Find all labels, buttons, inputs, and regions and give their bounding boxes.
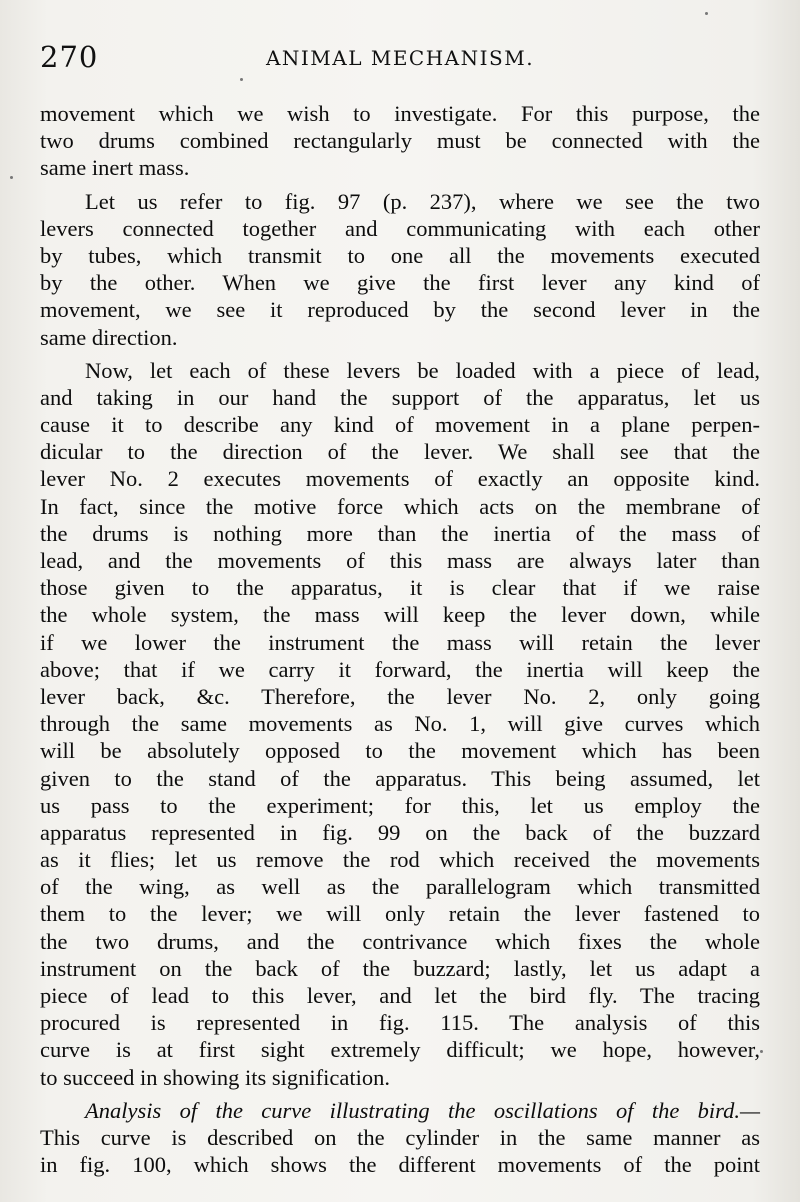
text-line: the two drums, and the contrivance which fixes the whole	[40, 928, 760, 954]
text-line: instrument on the back of the buzzard; lastly, let us adapt a	[40, 955, 760, 981]
text-line: by tubes, which transmit to one all the movements executed	[40, 242, 760, 268]
text-line: lever back, &c. Therefore, the lever No. 2, only going	[40, 683, 760, 709]
text-line: will be absolutely opposed to the movement which has been	[40, 738, 760, 764]
text-line: In fact, since the motive force which acts on the membrane of	[40, 493, 760, 519]
text-line: cause it to describe any kind of movement in a plane perpen-	[40, 412, 760, 438]
text-line: Now, let each of these levers be loaded with a piece of lead,	[85, 357, 760, 383]
text-line: in fig. 100, which shows the different movements of the point	[40, 1152, 760, 1178]
print-speck	[705, 12, 708, 15]
text-line: lever No. 2 executes movements of exactly an opposite kind.	[40, 466, 760, 492]
text-line: levers connected together and communicating with each other	[40, 215, 760, 241]
text-line: the drums is nothing more than the inertia of the mass of	[40, 520, 760, 546]
text-line: This curve is described on the cylinder in the same manner as	[40, 1124, 760, 1150]
text-line: to succeed in showing its signification.	[40, 1064, 390, 1090]
text-line: movement which we wish to investigate. For this purpose, the	[40, 101, 760, 126]
print-speck	[10, 176, 13, 179]
text-line: same direction.	[40, 324, 178, 350]
text-line: of the wing, as well as the parallelogram which transmitted	[40, 874, 760, 900]
section-heading: Analysis of the curve illustrating the oscillations of the bird.—	[85, 1097, 760, 1123]
text-line: curve is at first sight extremely difficult; we hope, however,	[40, 1037, 760, 1063]
print-speck	[760, 1050, 763, 1053]
page-header	[40, 40, 760, 80]
page-number: 270	[40, 40, 99, 74]
text-line: Let us refer to fig. 97 (p. 237), where we see the two	[85, 188, 760, 214]
text-line: through the same movements as No. 1, will give curves which	[40, 711, 760, 737]
text-line: movement, we see it reproduced by the second lever in the	[40, 297, 760, 323]
text-line: and taking in our hand the support of the apparatus, let us	[40, 384, 760, 410]
text-line: them to the lever; we will only retain the lever fastened to	[40, 901, 760, 927]
print-speck	[240, 78, 243, 81]
text-line: above; that if we carry it forward, the inertia will keep the	[40, 656, 760, 682]
text-line: those given to the apparatus, it is clear that if we raise	[40, 575, 760, 601]
text-line: piece of lead to this lever, and let the bird fly. The tracing	[40, 983, 760, 1008]
text-line: two drums combined rectangularly must be connected with the	[40, 128, 760, 154]
text-line: the whole system, the mass will keep the lever down, while	[40, 602, 760, 628]
text-line: by the other. When we give the first lever any kind of	[40, 270, 760, 296]
text-line: apparatus represented in fig. 99 on the back of the buzzard	[40, 819, 760, 845]
text-line: given to the stand of the apparatus. This being assumed, let	[40, 765, 760, 791]
text-line: dicular to the direction of the lever. We shall see that the	[40, 439, 760, 465]
running-head: ANIMAL MECHANISM.	[265, 46, 535, 70]
text-line: lead, and the movements of this mass are always later than	[40, 548, 760, 573]
text-line: if we lower the instrument the mass will retain the lever	[40, 629, 760, 655]
text-line: as it flies; let us remove the rod which received the movements	[40, 847, 760, 873]
text-line: us pass to the experiment; for this, let us employ the	[40, 792, 760, 818]
text-line: procured is represented in fig. 115. The analysis of this	[40, 1010, 760, 1036]
body-text	[40, 100, 760, 1178]
text-line: same inert mass.	[40, 155, 190, 181]
